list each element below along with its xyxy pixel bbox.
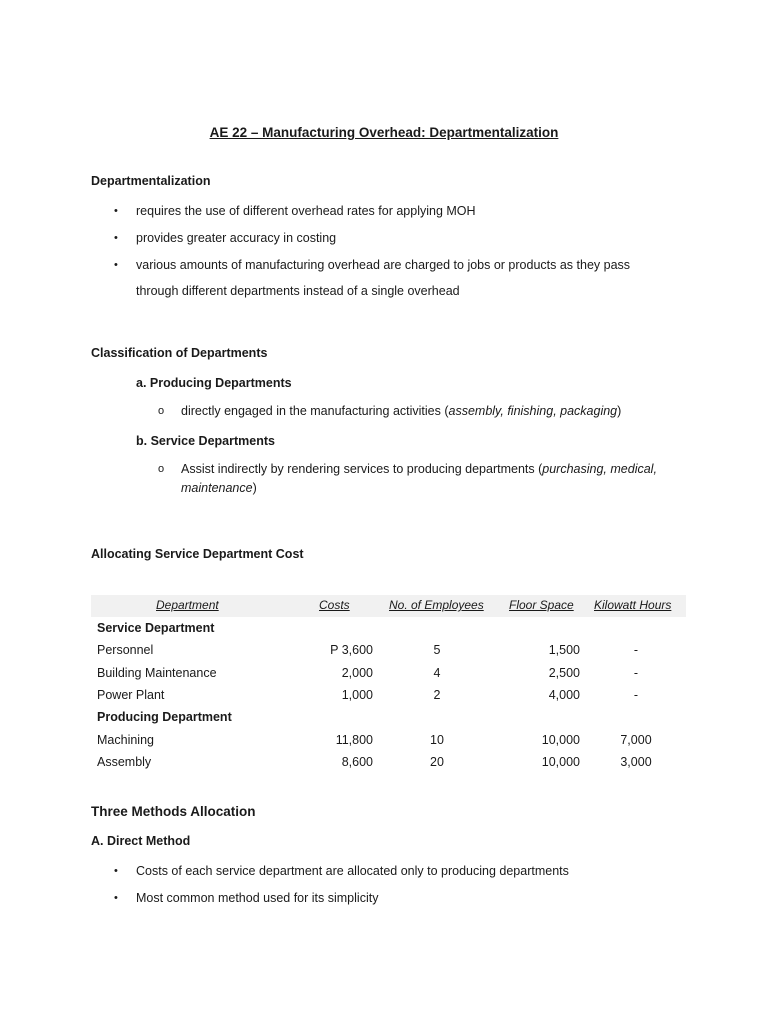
producing-description: directly engaged in the manufacturing activities (assembly, finishing, packaging): [181, 404, 622, 418]
table-cell-department: Machining: [97, 733, 154, 747]
table-cell-kilowatt-hours: 3,000: [620, 755, 652, 769]
section-heading-methods: Three Methods Allocation: [91, 804, 256, 819]
column-header-kilowatt-hours: Kilowatt Hours: [594, 598, 672, 612]
list-item: provides greater accuracy in costing: [136, 231, 337, 245]
table-cell-department: Building Maintenance: [97, 666, 217, 680]
page-title: AE 22 – Manufacturing Overhead: Departmentalization: [209, 125, 559, 140]
bullet-icon: •: [114, 259, 118, 271]
table-cell-employees: 10: [430, 733, 444, 747]
table-cell-employees: 2: [433, 688, 441, 702]
table-cell-floor-space: 2,500: [548, 666, 580, 680]
service-description-continuation: maintenance): [181, 481, 257, 495]
table-cell-employees: 4: [433, 666, 441, 680]
table-cell-floor-space: 1,500: [548, 643, 580, 657]
table-cell-costs: 1,000: [341, 688, 373, 702]
bullet-icon: •: [114, 865, 118, 877]
section-heading-departmentalization: Departmentalization: [91, 174, 211, 188]
bullet-icon: •: [114, 892, 118, 904]
table-cell-department: Power Plant: [97, 688, 165, 702]
table-cell-kilowatt-hours: -: [633, 643, 639, 657]
service-departments-label: b. Service Departments: [136, 434, 275, 448]
service-description: Assist indirectly by rendering services to producing departments (purchasing, medical,: [181, 462, 657, 476]
table-cell-employees: 5: [433, 643, 441, 657]
list-item: Costs of each service department are allocated only to producing departments: [136, 864, 569, 878]
table-cell-costs: P 3,600: [330, 643, 373, 657]
list-item: requires the use of different overhead rates for applying MOH: [136, 204, 476, 218]
table-cell-department: Assembly: [97, 755, 152, 769]
table-cell-costs: 8,600: [341, 755, 373, 769]
circle-bullet-icon: o: [158, 405, 165, 417]
list-item: Most common method used for its simplicity: [136, 891, 379, 905]
table-cell-kilowatt-hours: -: [633, 666, 639, 680]
table-cell-floor-space: 10,000: [541, 733, 580, 747]
list-item: various amounts of manufacturing overhead are charged to jobs or products as they pass: [136, 258, 631, 272]
table-cell-floor-space: 10,000: [541, 755, 580, 769]
table-group-label: Service Department: [97, 621, 215, 635]
bullet-icon: •: [114, 205, 118, 217]
column-header-costs: Costs: [319, 598, 350, 612]
table-cell-kilowatt-hours: 7,000: [620, 733, 652, 747]
table-cell-costs: 11,800: [335, 733, 373, 747]
list-item-continuation: through different departments instead of a single overhead: [136, 284, 460, 298]
table-cell-department: Personnel: [97, 643, 154, 657]
section-heading-classification: Classification of Departments: [91, 346, 268, 360]
column-header-floor-space: Floor Space: [509, 598, 574, 612]
table-cell-kilowatt-hours: -: [633, 688, 639, 702]
table-cell-floor-space: 4,000: [548, 688, 580, 702]
table-cell-employees: 20: [430, 755, 444, 769]
method-subheading: A. Direct Method: [91, 834, 191, 848]
circle-bullet-icon: o: [158, 463, 165, 475]
column-header-department: Department: [156, 598, 219, 612]
table-cell-costs: 2,000: [341, 666, 373, 680]
column-header-employees: No. of Employees: [389, 598, 484, 612]
section-heading-allocating: Allocating Service Department Cost: [91, 547, 304, 561]
producing-departments-label: a. Producing Departments: [136, 376, 292, 390]
bullet-icon: •: [114, 232, 118, 244]
table-group-label: Producing Department: [97, 710, 232, 724]
